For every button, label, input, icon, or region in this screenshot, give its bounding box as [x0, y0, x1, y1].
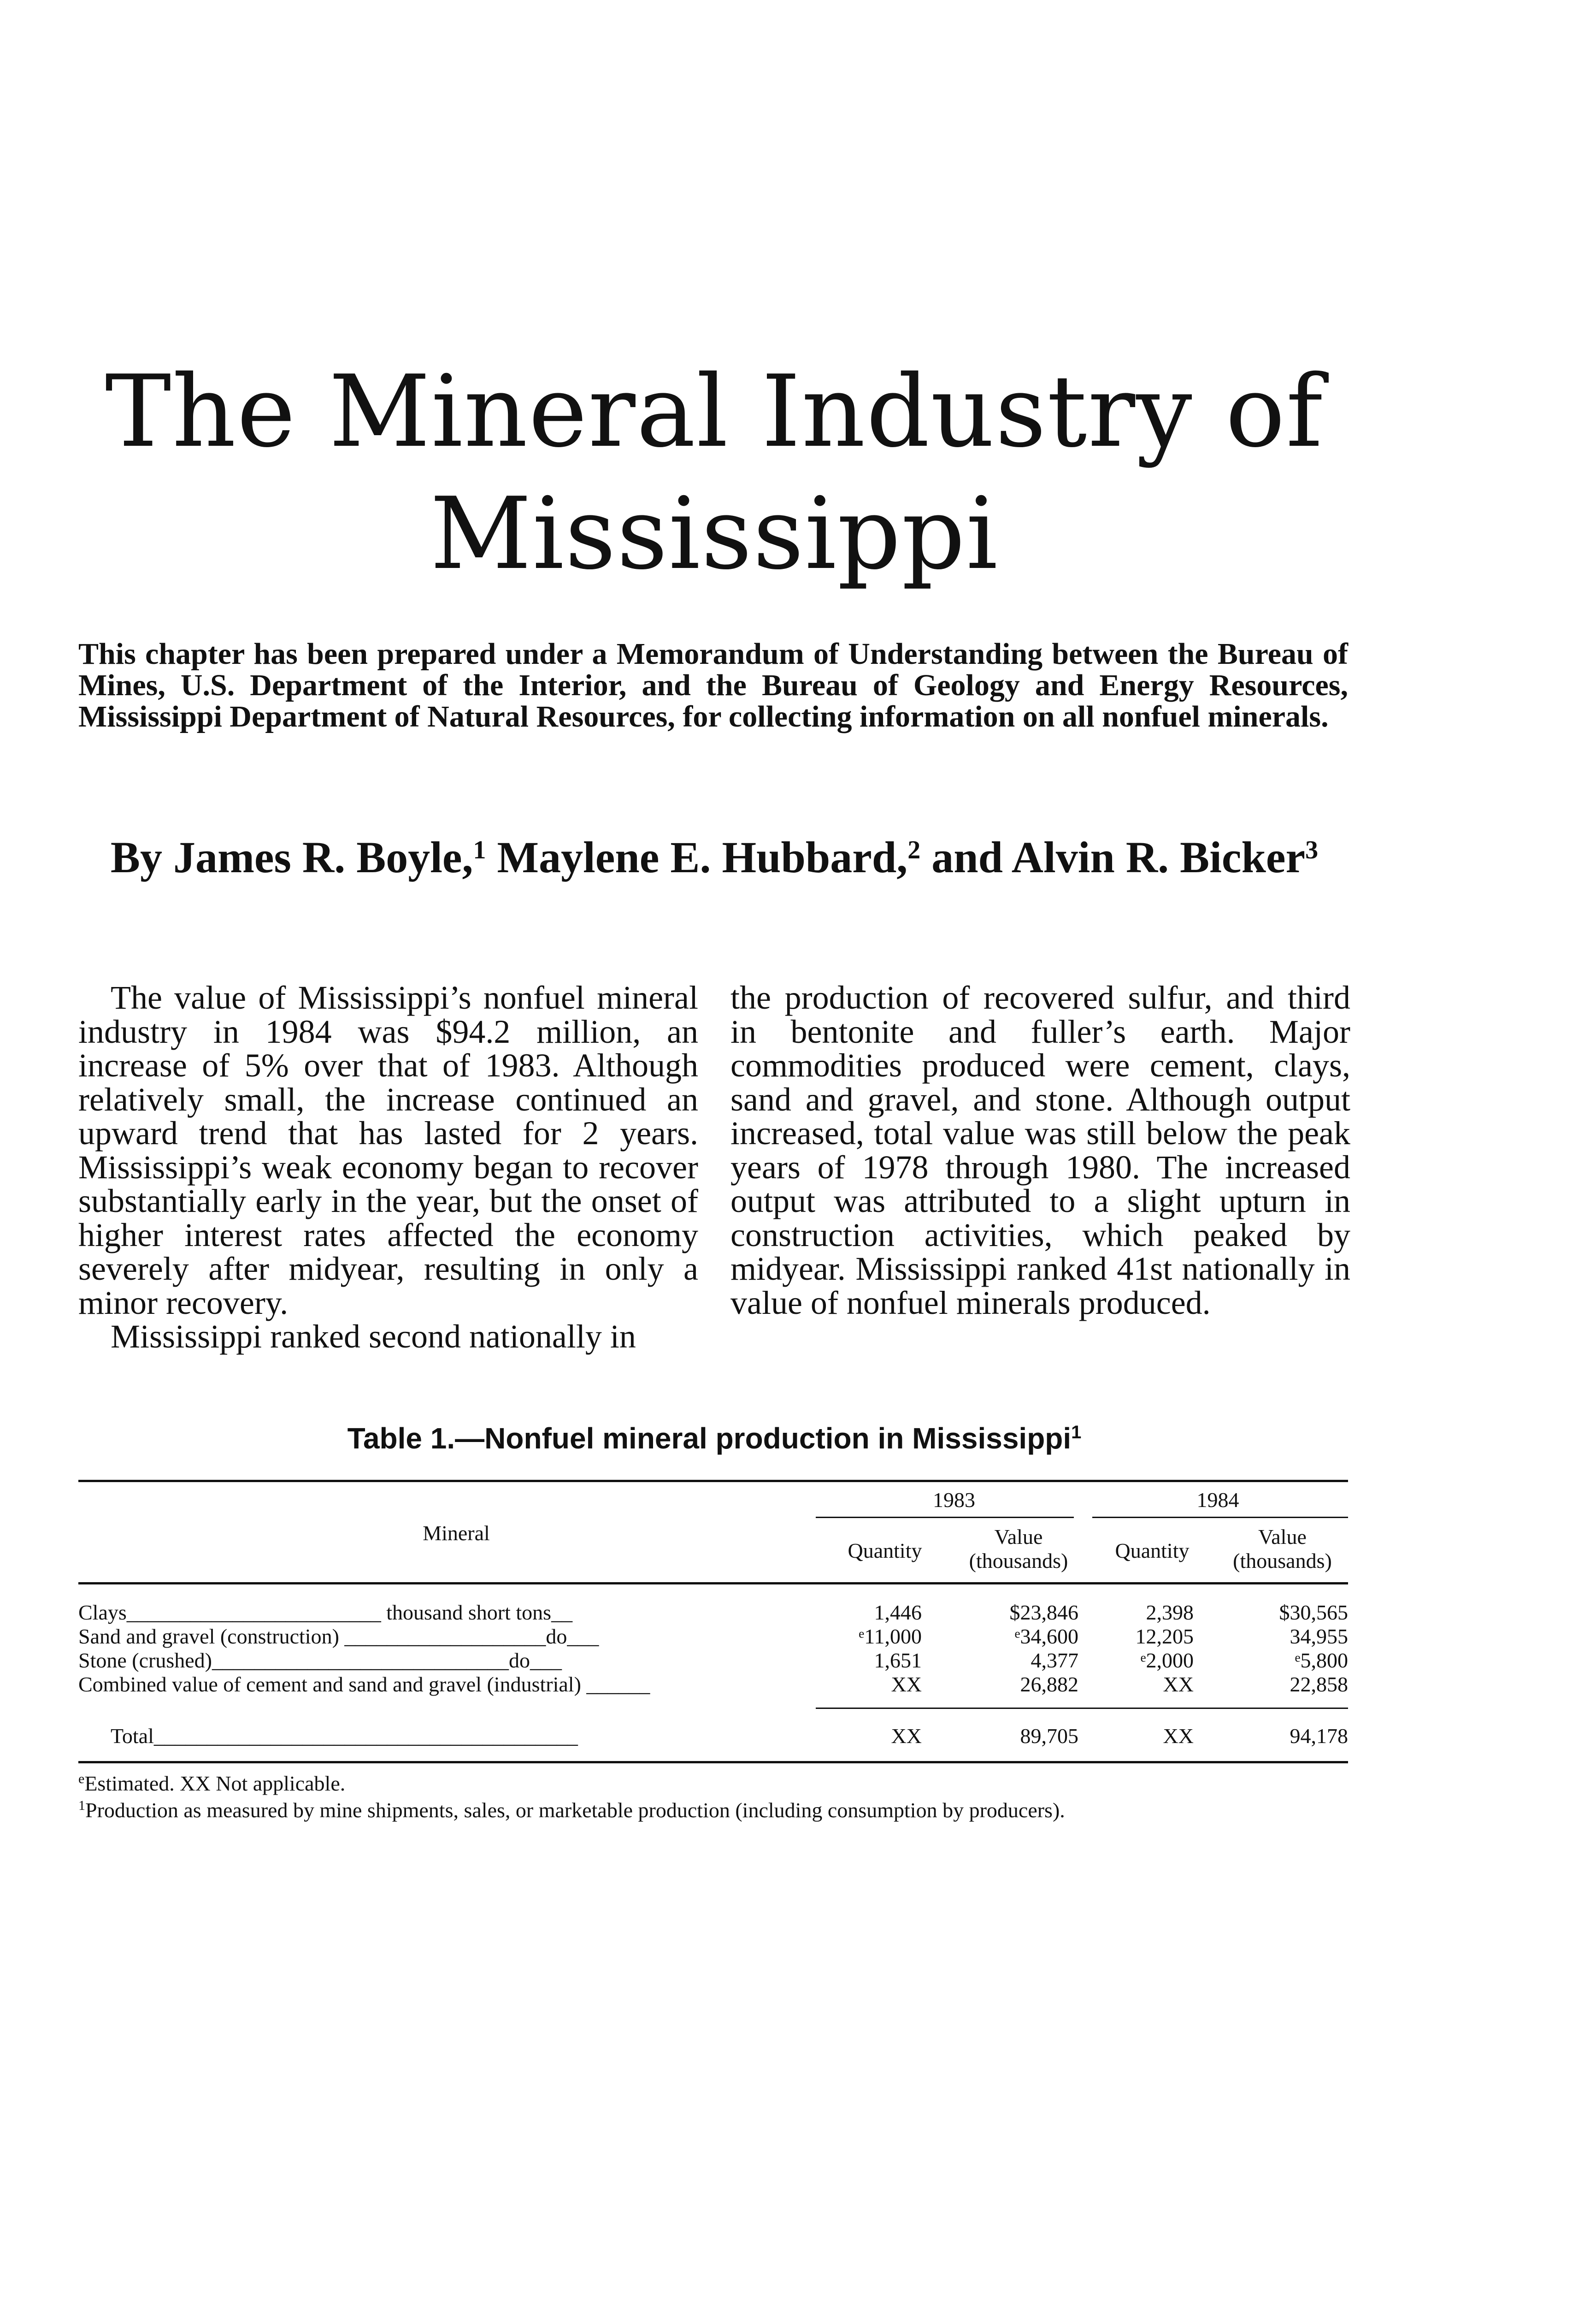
cell-value-1983: 26,882 [1020, 1673, 1078, 1696]
footnote-estimated-text: Estimated. XX Not applicable. [84, 1772, 346, 1795]
header-bottom-rule [78, 1582, 1348, 1584]
cell-value-1984: ᵉ5,800 [1295, 1649, 1348, 1672]
body-paragraph-2-continued: the production of recovered sulfur, and third in bentonite and fuller’s earth. Major commodities produced were cement, clays, sand and gravel, and stone. Although output increased, total value was still below the peak years of 1978 through 1980. The increased output was attributed to a slight upturn in construction activities, which peaked by midyear. Mississippi ranked 41st nationally in value of nonfuel minerals produced. [730, 979, 1350, 1321]
table-title [92, 1420, 1337, 1457]
footnote-1-text: Production as measured by mine shipments, sales, or marketable production (including consumption by producers). [85, 1798, 1065, 1822]
cell-quantity-1983: 1,651 [874, 1649, 922, 1672]
header-value-1984 [1217, 1525, 1348, 1573]
row-unit: do [546, 1625, 567, 1648]
cell-value-1984: 22,858 [1290, 1673, 1348, 1696]
chapter-title-line-2: Mississippi [430, 476, 999, 591]
cell-quantity-1984: XX [1163, 1673, 1194, 1696]
footnote-1 [78, 1797, 1348, 1824]
row-mineral-name: Clays [78, 1601, 127, 1624]
body-paragraph-1: The value of Mississippi’s nonfuel mineral industry in 1984 was $94.2 million, an increase of 5% over that of 1983. Although relatively small, the increase continued an upward trend that has lasted for 2 years. Mississippi’s weak economy began to recover substantially early in the year, but the onset of higher interest rates affected the economy severely after midyear, resulting in only a minor recovery. [78, 979, 698, 1321]
total-quantity-1984: XX [1163, 1724, 1194, 1748]
cell-quantity-1984: ᵉ2,000 [1140, 1649, 1194, 1672]
row-mineral-name: Sand and gravel (construction) [78, 1625, 339, 1648]
cell-value-1983: 4,377 [1031, 1649, 1078, 1672]
footnote-estimated [78, 1770, 1348, 1797]
total-label-text: Total [111, 1724, 154, 1748]
cell-quantity-1983: ᵉ11,000 [859, 1625, 922, 1648]
header-quantity-1984: Quantity [1115, 1539, 1190, 1562]
footnote-1-mark: 1 [78, 1798, 85, 1813]
body-paragraph-2: Mississippi ranked second nationally in [111, 1318, 636, 1355]
cell-value-1984: $30,565 [1279, 1601, 1348, 1624]
header-year-1983: 1983 [933, 1488, 975, 1512]
header-mineral: Mineral [423, 1521, 490, 1545]
header-value-1983-line-2: (thousands) [969, 1549, 1068, 1572]
row-mineral [78, 1625, 797, 1649]
row-leader-tail: __ [551, 1601, 573, 1624]
header-quantity-1983: Quantity [848, 1539, 922, 1562]
body-column-left [78, 981, 698, 1354]
row-mineral-name: Stone (crushed) [78, 1649, 212, 1672]
author-3: and Alvin R. Bicker [920, 833, 1306, 882]
header-value-1984-line-2: (thousands) [1233, 1549, 1332, 1572]
cell-value-1983: $23,846 [1009, 1601, 1078, 1624]
rule-1983 [816, 1517, 1074, 1518]
header-value-1984-line-1: Value [1258, 1525, 1307, 1548]
row-mineral-name: Combined value of cement and sand and gravel (industrial) [78, 1673, 581, 1696]
total-leader: ________________________________________ [153, 1724, 578, 1748]
table-title-footnote: 1 [1071, 1422, 1082, 1442]
intro-note: This chapter has been prepared under a Memorandum of Understanding between the Bureau of Mines, U.S. Department of the Interior, and the Bureau of Geology and Energy Resources, Mississippi Department of Natural Resources, for collecting information on all nonfuel minerals. [78, 637, 1348, 733]
total-value-1984: 94,178 [1290, 1724, 1348, 1748]
row-mineral [78, 1601, 797, 1625]
author-3-footnote: 3 [1305, 836, 1319, 864]
author-2: Maylene E. Hubbard, [486, 833, 908, 882]
cell-quantity-1983: 1,446 [874, 1601, 922, 1624]
header-value-1983-line-1: Value [994, 1525, 1043, 1548]
author-byline [92, 830, 1337, 885]
row-leader-tail: ___ [567, 1625, 599, 1648]
author-1-footnote: 1 [473, 836, 486, 864]
row-leader: ________________________ [126, 1601, 381, 1624]
total-value-1983: 89,705 [1020, 1724, 1078, 1748]
table-footnotes [78, 1770, 1348, 1824]
total-rule [816, 1708, 1348, 1709]
cell-quantity-1984: 2,398 [1146, 1601, 1194, 1624]
header-value-1983 [949, 1525, 1088, 1573]
table-bottom-rule [78, 1761, 1348, 1763]
table-top-rule [78, 1480, 1348, 1482]
row-leader: ____________________________ [212, 1649, 509, 1672]
row-leader-tail: ______ [586, 1673, 650, 1696]
cell-quantity-1984: 12,205 [1135, 1625, 1194, 1648]
row-unit: thousand short tons [386, 1601, 552, 1624]
body-column-right [730, 981, 1350, 1320]
total-quantity-1983: XX [891, 1724, 922, 1748]
cell-value-1984: 34,955 [1290, 1625, 1348, 1648]
row-mineral [78, 1673, 797, 1696]
row-mineral [78, 1649, 797, 1673]
table-title-text: Table 1.—Nonfuel mineral production in Mississippi [347, 1422, 1072, 1455]
row-leader: ___________________ [344, 1625, 546, 1648]
rule-1984 [1092, 1517, 1348, 1518]
row-unit: do [508, 1649, 530, 1672]
author-1: By James R. Boyle, [110, 833, 473, 882]
chapter-title-line-1: The Mineral Industry of [105, 354, 1324, 469]
header-year-1984: 1984 [1196, 1488, 1239, 1512]
footnote-e-mark: e [78, 1771, 85, 1786]
row-leader-tail: ___ [530, 1649, 562, 1672]
total-label [111, 1724, 802, 1748]
author-2-footnote: 2 [907, 836, 921, 864]
chapter-title [92, 350, 1337, 595]
cell-value-1983: ᵉ34,600 [1014, 1625, 1078, 1648]
cell-quantity-1983: XX [891, 1673, 922, 1696]
